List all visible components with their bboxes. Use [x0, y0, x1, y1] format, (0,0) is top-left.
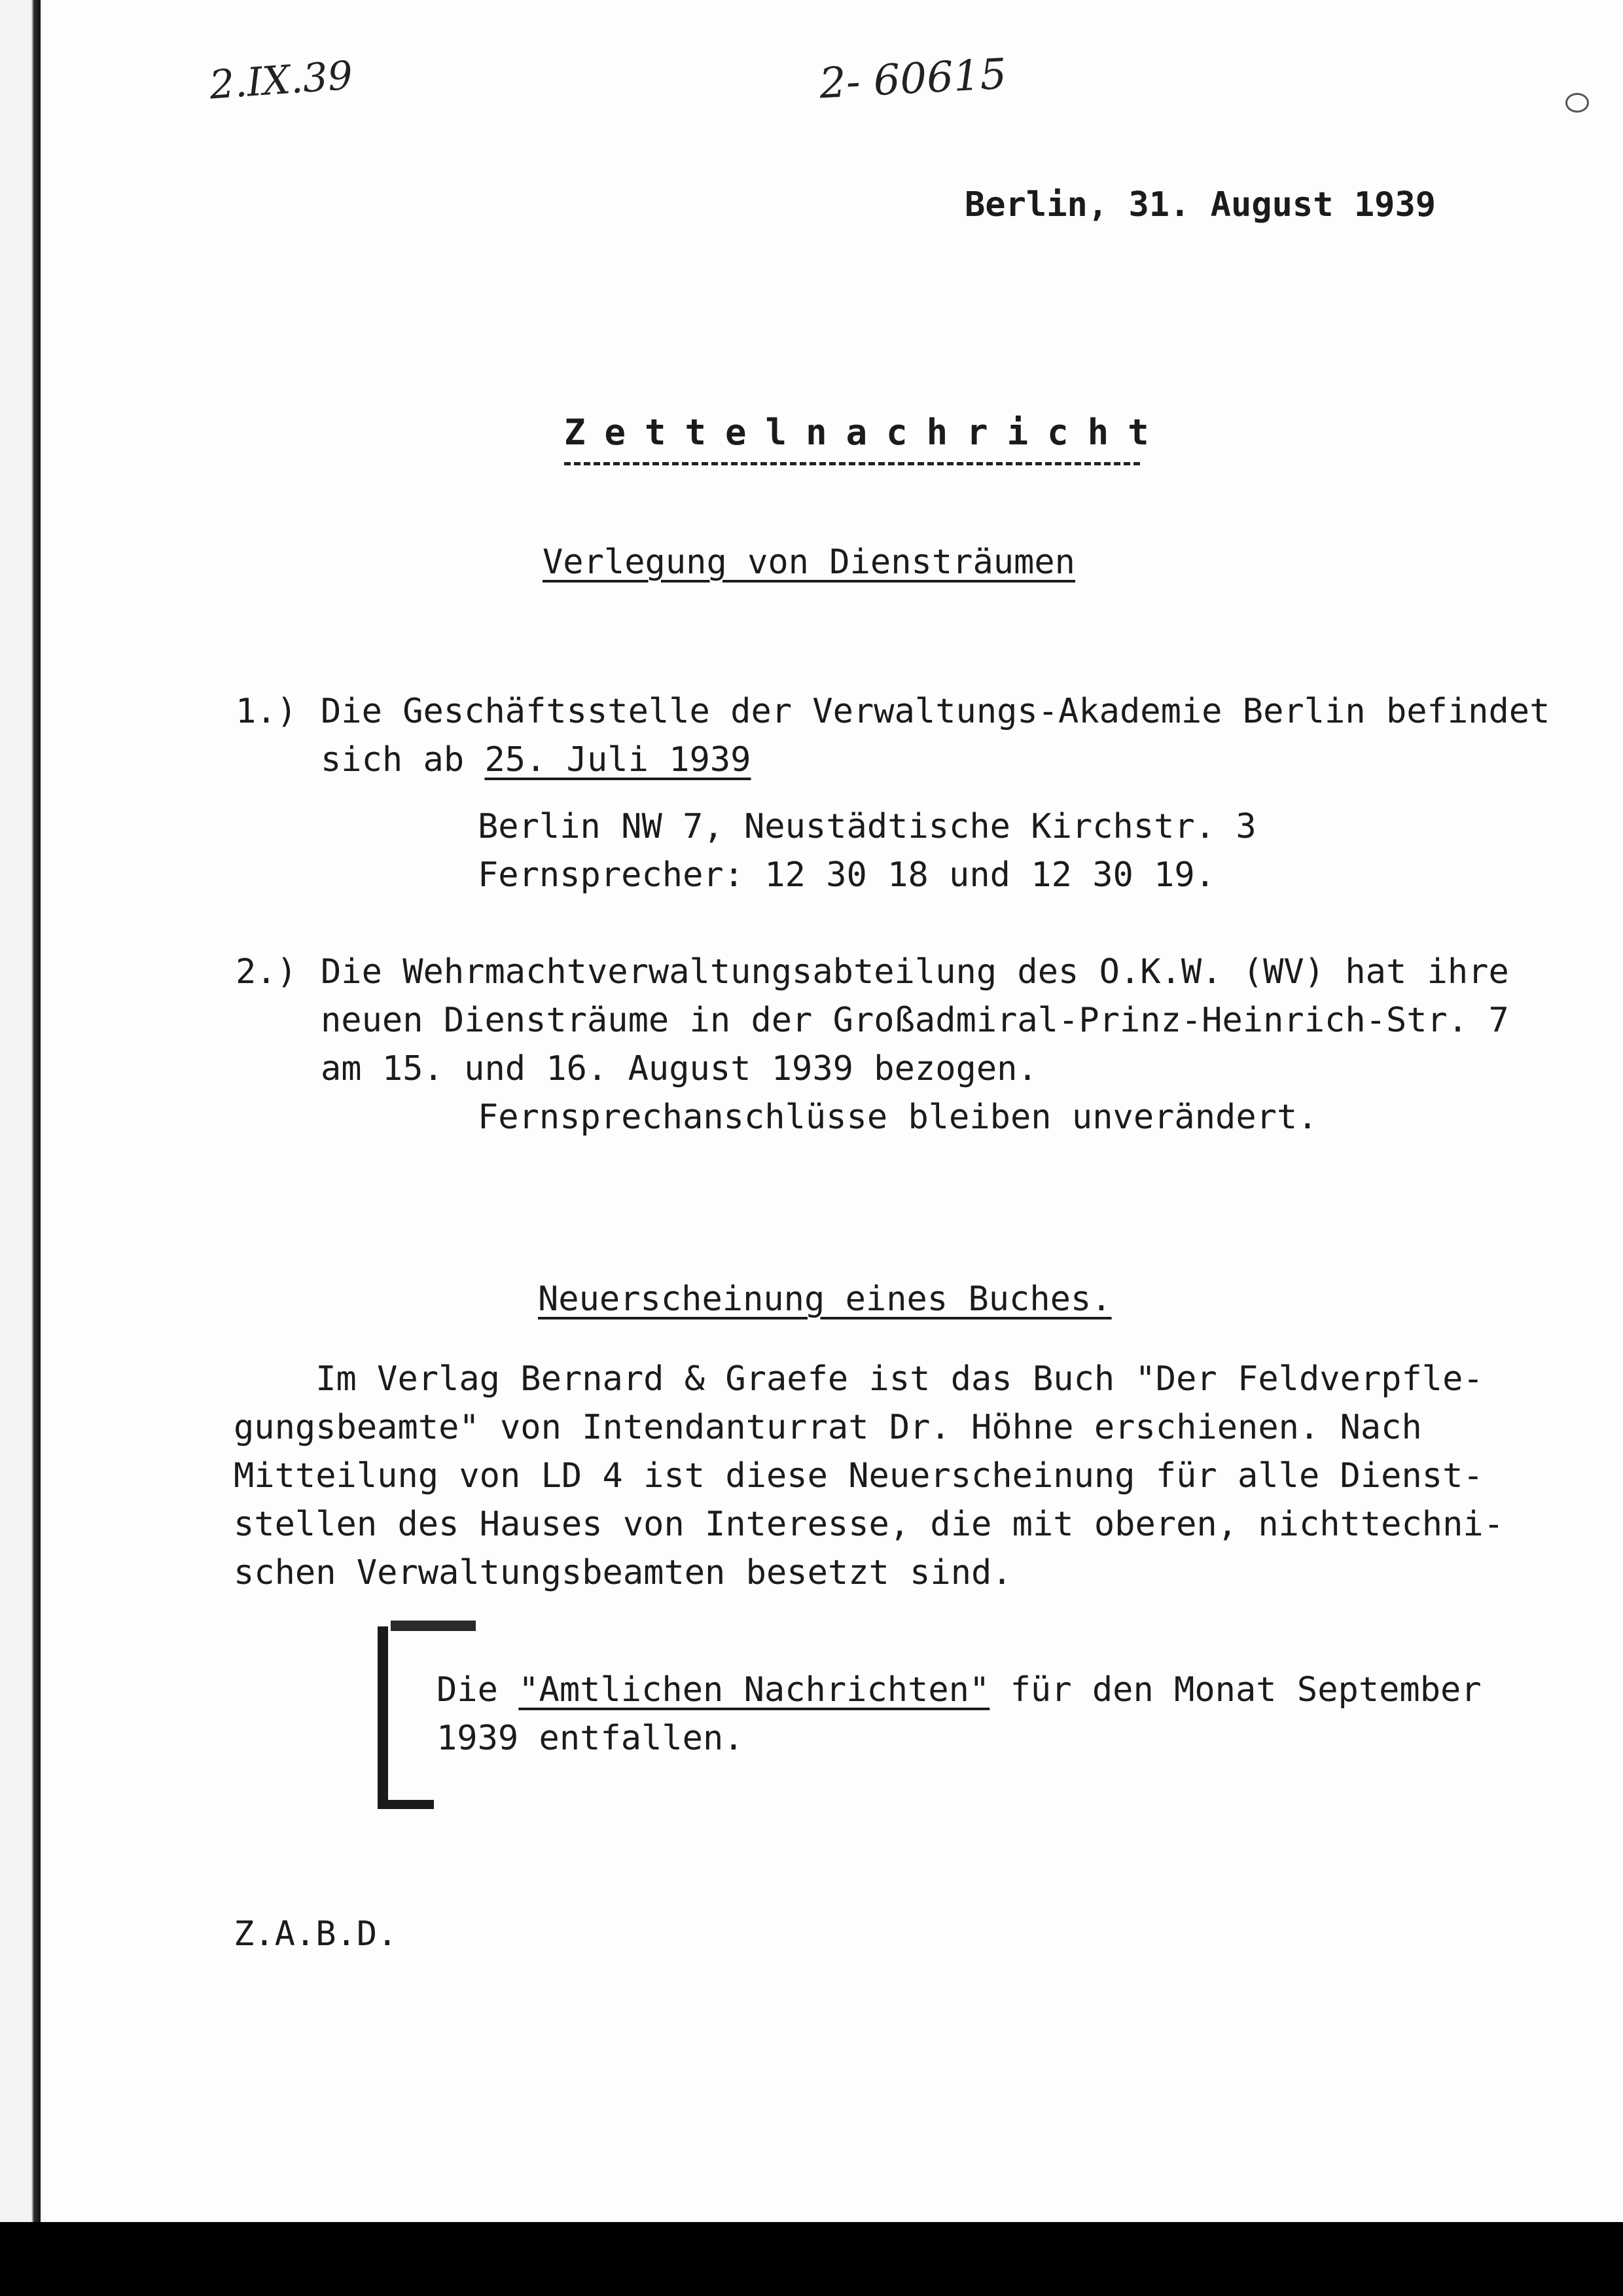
signature: Z.A.B.D.	[234, 1914, 398, 1954]
item2-line4: Fernsprechanschlüsse bleiben unverändert.	[478, 1098, 1318, 1137]
item1-line1: Die Geschäftsstelle der Verwaltungs-Akademie Berlin befindet	[321, 692, 1550, 731]
paragraph-line-3: Mitteilung von LD 4 ist diese Neuerscheinung für alle Dienst-	[234, 1456, 1484, 1496]
item1-address: Berlin NW 7, Neustädtische Kirchstr. 3	[478, 807, 1257, 846]
note-highlight: "Amtlichen Nachrichten"	[518, 1670, 990, 1710]
item2-line1: Die Wehrmachtverwaltungsabteilung des O.K.W. (WV) hat ihre	[321, 952, 1509, 992]
paragraph-line-1: Im Verlag Bernard & Graefe ist das Buch "Der Feldverpfle-	[234, 1359, 1484, 1399]
note-line-2: 1939 entfallen.	[437, 1719, 744, 1758]
item2-number: 2.)	[236, 952, 297, 992]
item2-line2: neuen Diensträume in der Großadmiral-Prinz-Heinrich-Str. 7	[321, 1001, 1509, 1040]
document-page	[41, 0, 1623, 2222]
note-bracket	[378, 1626, 434, 1809]
note-line-1	[437, 1666, 1482, 1714]
item1-phone: Fernsprecher: 12 30 18 und 12 30 19.	[478, 855, 1216, 895]
item1-line2-prefix: sich ab	[321, 740, 485, 780]
place-date: Berlin, 31. August 1939	[965, 185, 1436, 224]
circle-mark	[1565, 93, 1589, 113]
item1-line2	[321, 736, 751, 784]
paragraph-line-2: gungsbeamte" von Intendanturrat Dr. Höhne erschienen. Nach	[234, 1408, 1422, 1447]
handwritten-number-mark: 2- 60615	[818, 50, 1008, 109]
paragraph-line-4: stellen des Hauses von Interesse, die mit oberen, nichttechni-	[234, 1505, 1505, 1544]
scan-bottom-border	[0, 2222, 1623, 2296]
document-title: Zettelnachricht	[564, 412, 1168, 453]
title-underline	[564, 462, 1140, 465]
handwritten-date-mark: 2.IX.39	[207, 52, 355, 109]
scan-left-edge	[0, 0, 41, 2222]
item1-number: 1.)	[236, 692, 297, 731]
item2-line3: am 15. und 16. August 1939 bezogen.	[321, 1049, 1038, 1088]
paragraph-line-5: schen Verwaltungsbeamten besetzt sind.	[234, 1553, 1012, 1592]
section1-heading: Verlegung von Diensträumen	[543, 543, 1075, 582]
section2-heading: Neuerscheinung eines Buches.	[538, 1280, 1112, 1319]
item1-date: 25. Juli 1939	[484, 740, 751, 780]
note-suffix: für den Monat September	[990, 1670, 1482, 1710]
note-prefix: Die	[437, 1670, 519, 1710]
